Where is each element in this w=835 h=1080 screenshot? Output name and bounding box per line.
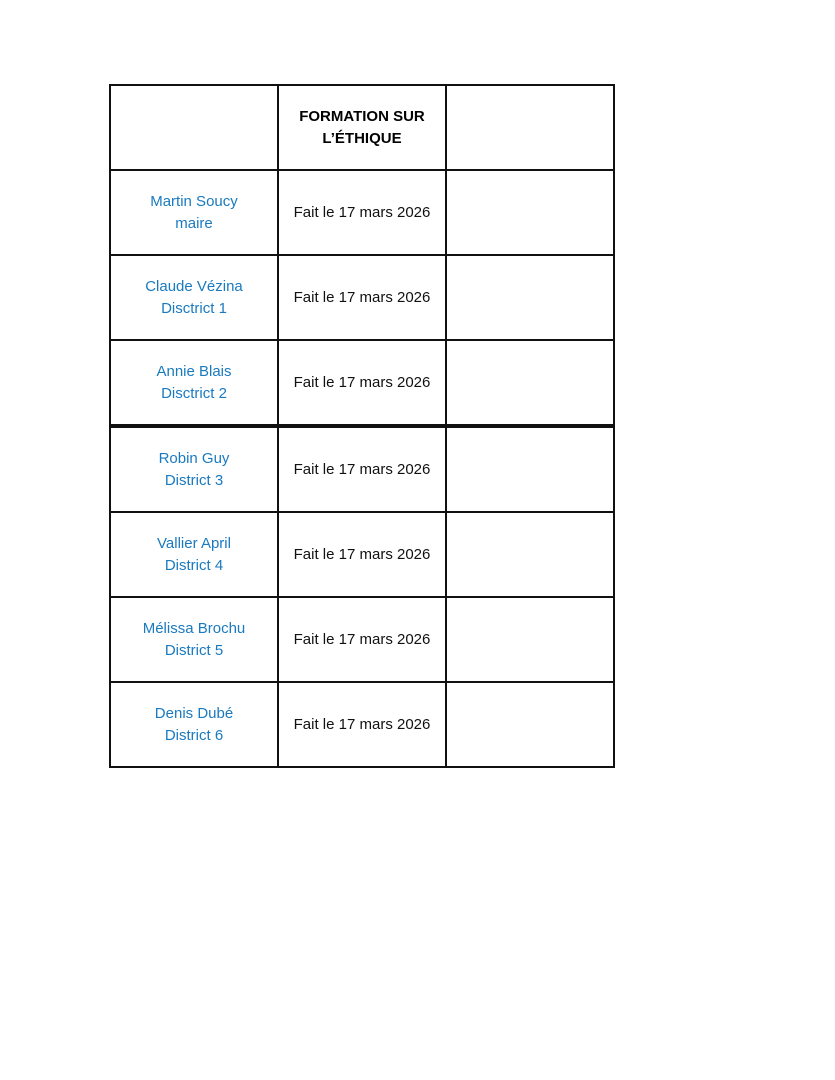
member-role: maire bbox=[175, 214, 213, 232]
document-page bbox=[109, 84, 609, 768]
header-line-1: FORMATION SUR bbox=[299, 107, 425, 125]
member-cell bbox=[110, 426, 278, 512]
member-cell bbox=[110, 597, 278, 682]
member-name: Martin Soucy bbox=[150, 192, 238, 210]
table-row bbox=[110, 512, 614, 597]
member-role: District 4 bbox=[164, 556, 224, 574]
member-cell bbox=[110, 255, 278, 340]
member-name: Mélissa Brochu bbox=[142, 619, 246, 637]
table-row bbox=[110, 597, 614, 682]
header-line-2: L’ÉTHIQUE bbox=[322, 129, 402, 147]
table-row bbox=[110, 170, 614, 255]
training-status: Fait le 17 mars 2026 bbox=[278, 597, 446, 682]
member-name: Denis Dubé bbox=[154, 704, 234, 722]
training-status: Fait le 17 mars 2026 bbox=[278, 170, 446, 255]
member-role: District 5 bbox=[164, 641, 224, 659]
member-cell bbox=[110, 340, 278, 426]
table-row bbox=[110, 682, 614, 767]
table-header-row bbox=[110, 85, 614, 170]
empty-cell bbox=[446, 170, 614, 255]
member-role: Disctrict 2 bbox=[161, 384, 227, 402]
header-ethics-training bbox=[278, 85, 446, 170]
member-role: Disctrict 1 bbox=[161, 299, 227, 317]
table-row bbox=[110, 426, 614, 512]
empty-cell bbox=[446, 597, 614, 682]
training-status: Fait le 17 mars 2026 bbox=[278, 255, 446, 340]
empty-cell bbox=[446, 255, 614, 340]
member-name: Annie Blais bbox=[156, 362, 232, 380]
training-status: Fait le 17 mars 2026 bbox=[278, 340, 446, 426]
empty-cell bbox=[446, 512, 614, 597]
member-cell bbox=[110, 682, 278, 767]
member-cell bbox=[110, 170, 278, 255]
training-status: Fait le 17 mars 2026 bbox=[278, 426, 446, 512]
member-name: Vallier April bbox=[157, 534, 231, 552]
member-name: Claude Vézina bbox=[145, 277, 243, 295]
empty-cell bbox=[446, 340, 614, 426]
empty-cell bbox=[446, 682, 614, 767]
training-status: Fait le 17 mars 2026 bbox=[278, 512, 446, 597]
header-empty-cell-1 bbox=[110, 85, 278, 170]
ethics-training-table bbox=[109, 84, 615, 768]
header-empty-cell-3 bbox=[446, 85, 614, 170]
training-status: Fait le 17 mars 2026 bbox=[278, 682, 446, 767]
member-role: District 6 bbox=[164, 726, 224, 744]
member-cell bbox=[110, 512, 278, 597]
empty-cell bbox=[446, 426, 614, 512]
table-row bbox=[110, 340, 614, 426]
member-role: District 3 bbox=[164, 471, 224, 489]
table-row bbox=[110, 255, 614, 340]
member-name: Robin Guy bbox=[158, 449, 230, 467]
